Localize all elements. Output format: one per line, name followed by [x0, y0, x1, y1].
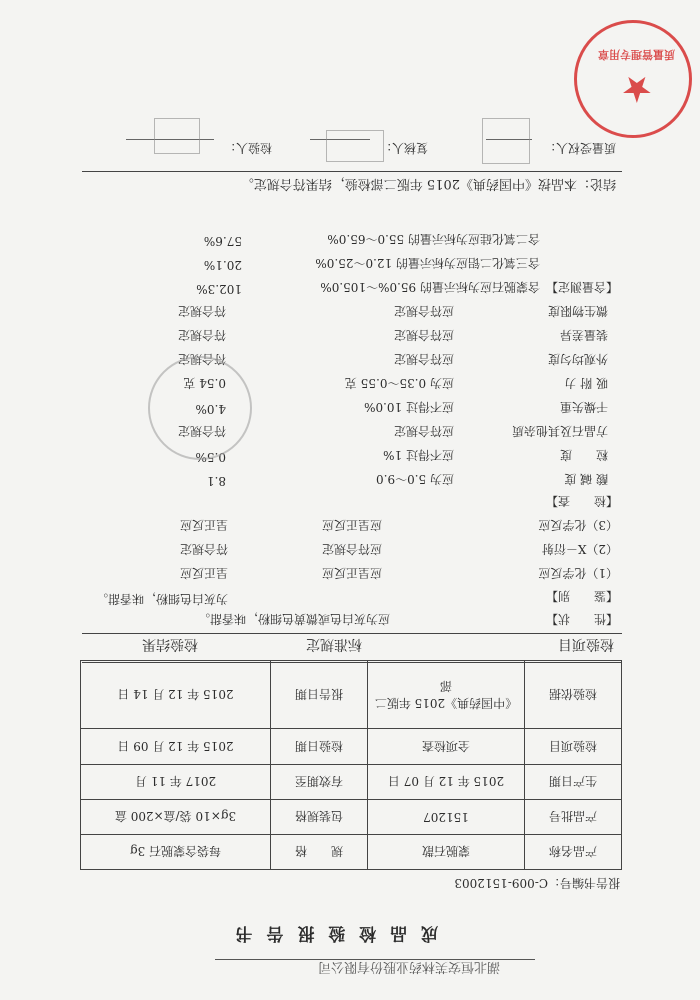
ident-result: 呈正反应 — [179, 566, 228, 580]
table-row — [81, 661, 622, 729]
table-cell-label: 检验日期 — [271, 729, 368, 764]
section-assay: 【含量测定】 — [545, 280, 618, 294]
inspect-result: 符合规定 — [177, 424, 226, 438]
table-row — [81, 799, 622, 834]
inspect-result: 符合规定 — [177, 304, 226, 318]
assay-result: 20.1% — [203, 258, 242, 272]
ident-result: 呈正反应 — [179, 518, 228, 532]
inspect-standard: 应符合规定 — [393, 424, 454, 438]
table-cell-label: 检验项目 — [525, 729, 622, 764]
quality-seal — [574, 20, 692, 138]
ident-item: （1）化学反应 — [538, 566, 618, 580]
assay-standard: 含二氧化硅应为标示量的 55.0～65.0% — [327, 232, 540, 246]
inspect-standard: 应符合规定 — [393, 328, 454, 342]
company-name: 湖北恒安芙林药业股份有限公司 — [317, 959, 500, 974]
inspect-item: 粒 度 — [559, 448, 608, 462]
table-cell-value: 2017 年 11 月 — [81, 764, 271, 799]
conclusion-divider — [82, 171, 622, 172]
conclusion-text: 结论：本品按《中国药典》2015 年版二部检验，结果符合规定。 — [240, 176, 616, 191]
inspect-standard: 应不得过 10.0% — [364, 400, 454, 414]
assay-standard: 含蒙脱石应为标示量的 95.0%～105.0% — [320, 280, 540, 294]
product-info-table — [80, 660, 622, 870]
ident-standard: 应符合规定 — [321, 542, 382, 556]
section-inspection: 【检 查】 — [545, 494, 618, 508]
inspect-result: 4.0% — [195, 402, 226, 416]
seal-star-icon: ★ — [620, 68, 653, 109]
inspect-standard: 应符合规定 — [393, 304, 454, 318]
inspect-item: 酸 碱 度 — [564, 472, 608, 486]
report-number: 报告书编号：C-009-1512003 — [454, 876, 620, 890]
header-divider — [215, 959, 535, 960]
ident-item: （2）X－衍射 — [541, 542, 618, 556]
inspect-result: 8.1 — [206, 474, 226, 488]
character-standard: 应为灰白色或微黄色细粉，味香甜。 — [197, 612, 390, 626]
signature-stamp — [154, 118, 200, 154]
table-cell-value: 2015 年 12 月 14 日 — [81, 661, 271, 729]
table-cell-value: 3g×10 袋/盒×200 盒 — [81, 799, 271, 834]
inspect-item: 微生物限度 — [547, 304, 608, 318]
table-cell-value: 《中国药典》2015 年版二部 — [368, 661, 525, 729]
table-row — [81, 764, 622, 799]
inspect-result: 0.54 克 — [183, 376, 226, 390]
faded-seal — [148, 356, 252, 460]
inspect-item: 吸 附 力 — [564, 376, 608, 390]
signature-stamp — [482, 118, 530, 164]
table-cell-value: 2015 年 12 月 09 日 — [81, 729, 271, 764]
inspect-item: 装量差异 — [559, 328, 608, 342]
inspect-result: 符合规定 — [177, 328, 226, 342]
ident-result: 符合规定 — [179, 542, 228, 556]
table-cell-label: 生产日期 — [525, 764, 622, 799]
table-cell-value: 蒙脱石散 — [368, 834, 525, 869]
table-cell-label: 有效期至 — [271, 764, 368, 799]
inspect-result: 0.5% — [195, 450, 226, 464]
inspect-standard: 应为 0.35～0.55 克 — [344, 376, 454, 390]
table-cell-label: 产品名称 — [525, 834, 622, 869]
inspector-signature-label: 检验人： — [223, 141, 272, 155]
inspect-item: 方晶石及其他杂质 — [511, 424, 608, 438]
table-row — [81, 729, 622, 764]
ident-standard: 应呈正反应 — [321, 518, 382, 532]
table-cell-label: 包装规格 — [271, 799, 368, 834]
qa-signature-label: 质量受权人： — [543, 141, 616, 155]
assay-standard: 含三氧化二铝应为标示量的 12.0～25.0% — [315, 256, 540, 270]
table-row — [81, 834, 622, 869]
table-cell-label: 检验依据 — [525, 661, 622, 729]
report-title: 成 品 检 验 报 告 书 — [231, 923, 438, 943]
table-cell-value: 全项检查 — [368, 729, 525, 764]
table-cell-label: 产品批号 — [525, 799, 622, 834]
reviewer-signature-label: 复核人： — [379, 141, 428, 155]
section-identification: 【鉴 别】 — [545, 589, 618, 603]
ident-standard: 应呈正反应 — [321, 566, 382, 580]
table-cell-label: 规 格 — [271, 834, 368, 869]
signature-stamp — [326, 130, 384, 162]
section-character: 【性 状】 — [545, 612, 618, 626]
inspect-item: 干燥失重 — [559, 400, 608, 414]
inspect-item: 外观均匀度 — [547, 352, 608, 366]
table-cell-value: 2015 年 12 月 07 日 — [368, 764, 525, 799]
assay-result: 102.3% — [196, 282, 242, 296]
inspect-standard: 应符合规定 — [393, 352, 454, 366]
table-cell-label: 报告日期 — [271, 661, 368, 729]
table-cell-value: 每袋含蒙脱石 3g — [81, 834, 271, 869]
header-result: 检验结果 — [142, 636, 198, 652]
inspect-standard: 应为 5.0～9.0 — [376, 472, 454, 486]
inspect-standard: 应不得过 1% — [383, 448, 454, 462]
inspect-result: 符合规定 — [177, 352, 226, 366]
seal-text: 质量管理专用章 — [598, 48, 675, 61]
header-standard: 标准规定 — [306, 636, 362, 652]
table-cell-value: 151207 — [368, 799, 525, 834]
character-result: 为灰白色细粉，味香甜。 — [95, 592, 228, 606]
assay-result: 57.6% — [203, 234, 242, 248]
ident-item: （3）化学反应 — [538, 518, 618, 532]
header-item: 检验项目 — [558, 636, 614, 652]
